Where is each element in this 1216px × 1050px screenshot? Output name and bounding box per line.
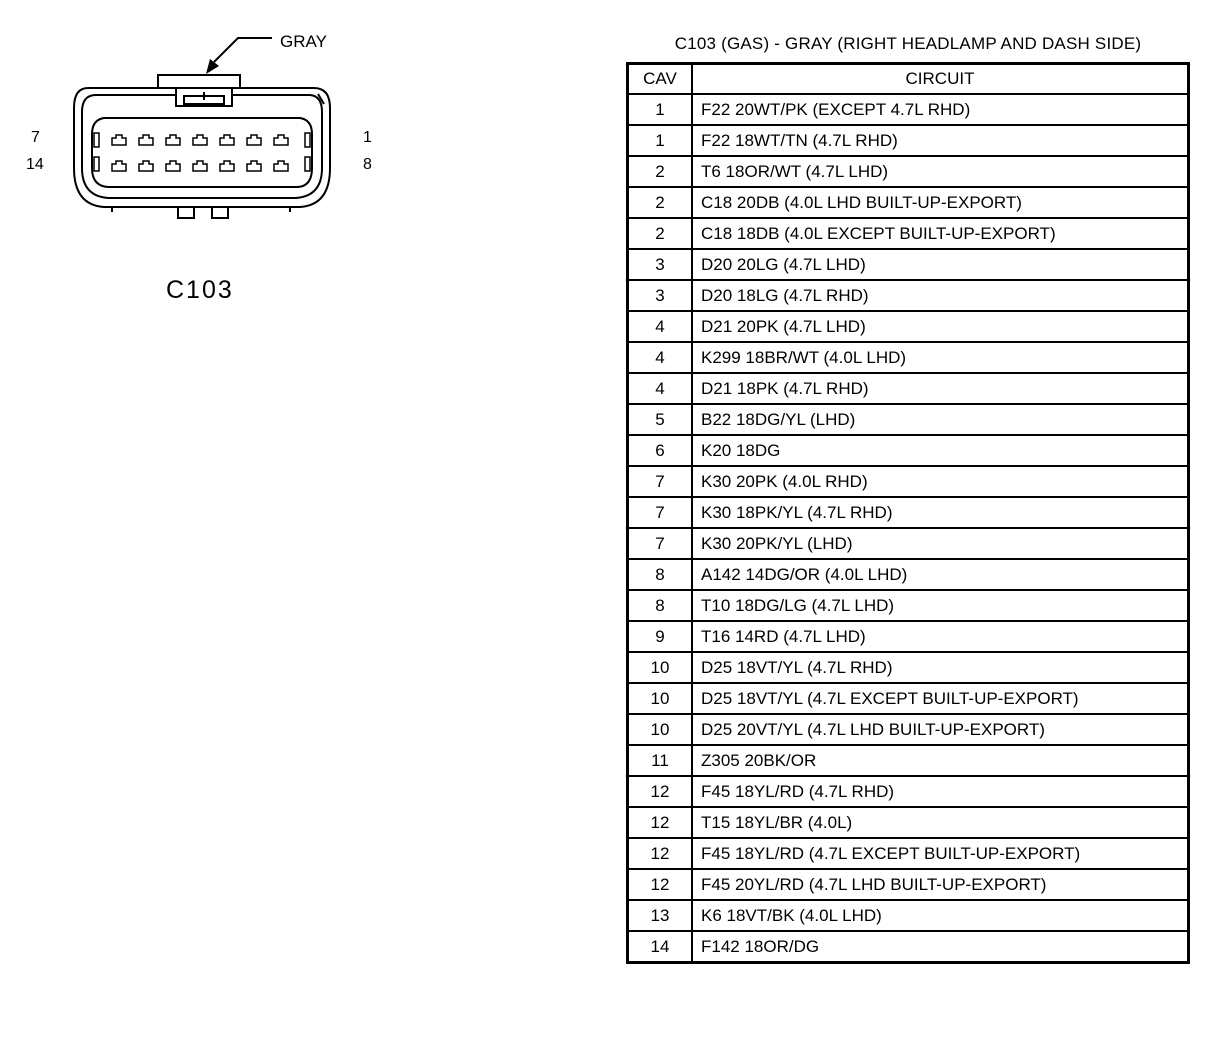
cav-cell: 10 bbox=[628, 683, 693, 714]
circuit-cell: D25 20VT/YL (4.7L LHD BUILT-UP-EXPORT) bbox=[692, 714, 1189, 745]
circuit-cell: K30 20PK (4.0L RHD) bbox=[692, 466, 1189, 497]
circuit-column-header: CIRCUIT bbox=[692, 64, 1189, 95]
connector-housing bbox=[74, 75, 330, 218]
table-row bbox=[628, 807, 1189, 838]
table-row bbox=[628, 714, 1189, 745]
table-row bbox=[628, 187, 1189, 218]
cav-cell: 12 bbox=[628, 838, 693, 869]
table-row bbox=[628, 435, 1189, 466]
right-key bbox=[305, 133, 310, 147]
table-row bbox=[628, 683, 1189, 714]
cav-cell: 8 bbox=[628, 590, 693, 621]
pin-label-14: 14 bbox=[26, 156, 44, 173]
pinout-table bbox=[626, 62, 1190, 964]
table-row bbox=[628, 280, 1189, 311]
circuit-cell: D20 20LG (4.7L LHD) bbox=[692, 249, 1189, 280]
circuit-cell: D21 18PK (4.7L RHD) bbox=[692, 373, 1189, 404]
cavity-12 bbox=[166, 161, 180, 171]
cavity-row-top bbox=[112, 135, 288, 145]
cav-cell: 4 bbox=[628, 373, 693, 404]
table-row bbox=[628, 404, 1189, 435]
cavity-14 bbox=[112, 161, 126, 171]
table-row bbox=[628, 311, 1189, 342]
left-key bbox=[94, 157, 99, 171]
pin-label-1: 1 bbox=[363, 129, 372, 146]
circuit-cell: A142 14DG/OR (4.0L LHD) bbox=[692, 559, 1189, 590]
circuit-cell: D25 18VT/YL (4.7L EXCEPT BUILT-UP-EXPORT) bbox=[692, 683, 1189, 714]
circuit-cell: K6 18VT/BK (4.0L LHD) bbox=[692, 900, 1189, 931]
table-title: C103 (GAS) - GRAY (RIGHT HEADLAMP AND DASH SIDE) bbox=[674, 34, 1142, 53]
table-row bbox=[628, 373, 1189, 404]
circuit-cell: T15 18YL/BR (4.0L) bbox=[692, 807, 1189, 838]
cav-cell: 8 bbox=[628, 559, 693, 590]
right-key bbox=[305, 157, 310, 171]
callout-arrowhead-icon bbox=[206, 59, 219, 74]
cavity-5 bbox=[166, 135, 180, 145]
cavity-6 bbox=[139, 135, 153, 145]
cav-cell: 6 bbox=[628, 435, 693, 466]
cavity-13 bbox=[139, 161, 153, 171]
connector-name: C103 bbox=[166, 276, 234, 304]
cav-cell: 7 bbox=[628, 528, 693, 559]
table-row bbox=[628, 466, 1189, 497]
cav-cell: 4 bbox=[628, 311, 693, 342]
cavity-11 bbox=[193, 161, 207, 171]
table-row bbox=[628, 590, 1189, 621]
cavity-4 bbox=[193, 135, 207, 145]
circuit-cell: F22 20WT/PK (EXCEPT 4.7L RHD) bbox=[692, 94, 1189, 125]
cav-cell: 14 bbox=[628, 931, 693, 963]
circuit-cell: K299 18BR/WT (4.0L LHD) bbox=[692, 342, 1189, 373]
table-row bbox=[628, 869, 1189, 900]
cavity-1 bbox=[274, 135, 288, 145]
cavity-7 bbox=[112, 135, 126, 145]
cav-cell: 3 bbox=[628, 249, 693, 280]
cav-cell: 1 bbox=[628, 125, 693, 156]
circuit-cell: F22 18WT/TN (4.7L RHD) bbox=[692, 125, 1189, 156]
connector-diagram bbox=[0, 0, 600, 320]
cav-cell: 1 bbox=[628, 94, 693, 125]
pin-label-7: 7 bbox=[31, 129, 40, 146]
circuit-cell: C18 20DB (4.0L LHD BUILT-UP-EXPORT) bbox=[692, 187, 1189, 218]
table-row bbox=[628, 497, 1189, 528]
cavity-grid bbox=[112, 135, 288, 171]
cav-cell: 13 bbox=[628, 900, 693, 931]
cav-cell: 4 bbox=[628, 342, 693, 373]
cav-cell: 7 bbox=[628, 466, 693, 497]
table-row bbox=[628, 528, 1189, 559]
table-header-row bbox=[628, 64, 1189, 95]
cav-cell: 11 bbox=[628, 745, 693, 776]
circuit-cell: T16 14RD (4.7L LHD) bbox=[692, 621, 1189, 652]
circuit-cell: F45 18YL/RD (4.7L RHD) bbox=[692, 776, 1189, 807]
circuit-cell: D25 18VT/YL (4.7L RHD) bbox=[692, 652, 1189, 683]
table-row bbox=[628, 249, 1189, 280]
table-row bbox=[628, 621, 1189, 652]
cav-column-header: CAV bbox=[628, 64, 693, 95]
table-row bbox=[628, 745, 1189, 776]
circuit-cell: F142 18OR/DG bbox=[692, 931, 1189, 963]
table-row bbox=[628, 652, 1189, 683]
cavity-3 bbox=[220, 135, 234, 145]
table-row bbox=[628, 900, 1189, 931]
circuit-cell: K30 20PK/YL (LHD) bbox=[692, 528, 1189, 559]
circuit-cell: C18 18DB (4.0L EXCEPT BUILT-UP-EXPORT) bbox=[692, 218, 1189, 249]
cav-cell: 5 bbox=[628, 404, 693, 435]
cav-cell: 2 bbox=[628, 156, 693, 187]
table-row bbox=[628, 776, 1189, 807]
cav-cell: 12 bbox=[628, 807, 693, 838]
cav-cell: 7 bbox=[628, 497, 693, 528]
circuit-cell: B22 18DG/YL (LHD) bbox=[692, 404, 1189, 435]
circuit-cell: T6 18OR/WT (4.7L LHD) bbox=[692, 156, 1189, 187]
cav-cell: 12 bbox=[628, 869, 693, 900]
table-row bbox=[628, 156, 1189, 187]
cav-cell: 12 bbox=[628, 776, 693, 807]
color-callout-label: GRAY bbox=[280, 32, 327, 51]
cavity-row-bottom bbox=[112, 161, 288, 171]
gray-callout-leader bbox=[214, 38, 272, 62]
cav-cell: 2 bbox=[628, 187, 693, 218]
table-row bbox=[628, 94, 1189, 125]
cav-cell: 3 bbox=[628, 280, 693, 311]
circuit-cell: K20 18DG bbox=[692, 435, 1189, 466]
circuit-cell: T10 18DG/LG (4.7L LHD) bbox=[692, 590, 1189, 621]
cav-cell: 10 bbox=[628, 714, 693, 745]
cav-cell: 10 bbox=[628, 652, 693, 683]
cav-cell: 9 bbox=[628, 621, 693, 652]
cavity-8 bbox=[274, 161, 288, 171]
circuit-cell: K30 18PK/YL (4.7L RHD) bbox=[692, 497, 1189, 528]
circuit-cell: F45 18YL/RD (4.7L EXCEPT BUILT-UP-EXPORT) bbox=[692, 838, 1189, 869]
pin-label-8: 8 bbox=[363, 156, 372, 173]
cavity-10 bbox=[220, 161, 234, 171]
pinout-table-body bbox=[628, 94, 1189, 963]
circuit-cell: D21 20PK (4.7L LHD) bbox=[692, 311, 1189, 342]
table-row bbox=[628, 838, 1189, 869]
circuit-cell: F45 20YL/RD (4.7L LHD BUILT-UP-EXPORT) bbox=[692, 869, 1189, 900]
cav-cell: 2 bbox=[628, 218, 693, 249]
cavity-9 bbox=[247, 161, 261, 171]
cavity-2 bbox=[247, 135, 261, 145]
table-row bbox=[628, 125, 1189, 156]
left-key bbox=[94, 133, 99, 147]
table-row bbox=[628, 342, 1189, 373]
table-row bbox=[628, 218, 1189, 249]
table-row bbox=[628, 931, 1189, 963]
circuit-cell: D20 18LG (4.7L RHD) bbox=[692, 280, 1189, 311]
circuit-cell: Z305 20BK/OR bbox=[692, 745, 1189, 776]
table-row bbox=[628, 559, 1189, 590]
